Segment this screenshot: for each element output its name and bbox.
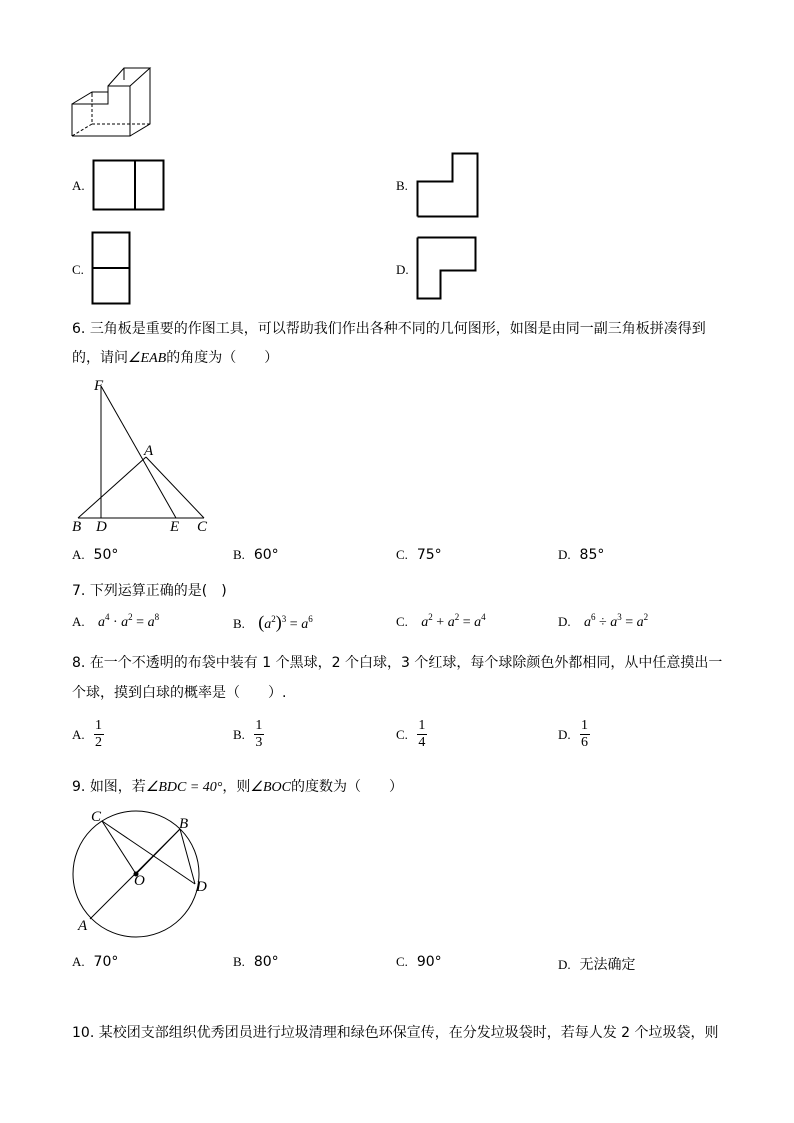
q9-number: 9. — [72, 779, 86, 795]
q6-number: 6. — [72, 321, 86, 337]
q6-option-b — [233, 547, 279, 563]
q8-option-b-num: 1 — [255, 718, 263, 733]
q8-option-a — [72, 718, 104, 751]
q7-option-c-letter: C. — [396, 614, 408, 629]
q8-option-b-den: 3 — [255, 735, 263, 750]
q7-option-b — [233, 612, 313, 633]
q6-option-d-text: 85° — [579, 547, 605, 563]
q8-option-a-num: 1 — [95, 718, 103, 733]
q7-option-b-expr: $(a^2)^3 = a^6$ — [258, 612, 313, 632]
q6-label-a: A — [144, 443, 154, 459]
q9-stem-pre: 如图，若 — [89, 779, 146, 795]
q8-option-b-fraction — [254, 718, 264, 751]
q6-stem-angle: ∠EAB — [128, 351, 167, 366]
q7-option-d-expr: $a^6 \div a^3 = a^2$ — [584, 612, 649, 630]
q8-option-c-den: 4 — [418, 735, 426, 750]
q9-option-d-letter: D. — [558, 957, 571, 972]
q9-option-c-letter: C. — [396, 954, 408, 969]
q6-label-f: F — [94, 378, 104, 394]
q9-stem — [72, 776, 403, 796]
q7-option-b-letter: B. — [233, 616, 245, 631]
q5-option-a-letter: A. — [72, 178, 85, 193]
q9-option-a — [72, 954, 118, 970]
q9-option-b-letter: B. — [233, 954, 245, 969]
q6-triangle-figure — [68, 376, 218, 536]
q6-option-c-text: 75° — [416, 547, 442, 563]
q8-option-d — [558, 718, 590, 751]
q9-stem-given: ∠BDC = 40° — [145, 780, 223, 795]
q7-option-d — [558, 614, 648, 631]
q9-label-c: C — [91, 809, 102, 825]
q6-option-a-text: 50° — [93, 547, 119, 563]
q8-stem-line2 — [72, 682, 286, 702]
q6-stem-text1: 三角板是重要的作图工具，可以帮助我们作出各种不同的几何图形，如图是由同一副三角板拼凑得到 — [89, 321, 706, 337]
q9-label-b: B — [179, 816, 189, 832]
q6-label-d: D — [96, 519, 107, 535]
q6-option-a — [72, 547, 118, 563]
q8-option-d-den: 6 — [581, 735, 589, 750]
q10-stem-line1 — [72, 1022, 719, 1042]
q7-stem-text: 下列运算正确的是( ) — [89, 583, 227, 599]
q6-label-c: C — [197, 519, 208, 535]
q9-label-a: A — [78, 918, 88, 934]
q5-solid-figure — [68, 62, 158, 142]
q8-option-c-num: 1 — [418, 718, 426, 733]
q8-option-b-letter: B. — [233, 726, 245, 742]
q8-option-d-fraction — [580, 718, 590, 751]
q6-stem-line1 — [72, 318, 706, 338]
q9-option-d — [558, 954, 636, 974]
q9-circle-figure — [68, 806, 228, 936]
q6-option-d-letter: D. — [558, 547, 571, 562]
q7-option-a — [72, 614, 159, 631]
q5-option-d-figure — [416, 236, 478, 302]
q9-option-b-text: 80° — [253, 954, 279, 970]
q9-option-b — [233, 954, 279, 970]
q10-number: 10. — [72, 1025, 95, 1041]
q9-option-c — [396, 954, 442, 970]
q8-option-a-letter: A. — [72, 726, 85, 742]
q7-option-a-letter: A. — [72, 614, 85, 629]
q9-label-d: D — [196, 879, 207, 895]
q9-option-a-text: 70° — [93, 954, 119, 970]
q6-option-b-text: 60° — [253, 547, 279, 563]
q7-number: 7. — [72, 583, 86, 599]
q8-stem-text1: 在一个不透明的布袋中装有 1 个黑球，2 个白球，3 个红球，每个球除颜色外都相同，从中任意摸出一 — [89, 655, 723, 671]
q8-option-c — [396, 718, 427, 751]
q7-option-d-letter: D. — [558, 614, 571, 629]
q6-option-c — [396, 547, 442, 563]
q8-option-a-den: 2 — [95, 735, 103, 750]
q9-stem-angle: ∠BOC — [250, 780, 291, 795]
q7-option-a-expr: $a^4 \cdot a^2 = a^8$ — [98, 612, 160, 630]
q5-option-d-letter: D. — [396, 262, 409, 277]
q8-stem-text2: 个球，摸到白球的概率是（ ）. — [72, 685, 287, 701]
q9-stem-post: 的度数为（ ） — [290, 779, 403, 795]
q7-option-c — [396, 614, 486, 631]
q6-stem-text2a: 的，请问 — [72, 350, 128, 366]
q5-option-c-figure — [91, 231, 131, 305]
q5-option-a-figure — [92, 159, 166, 211]
q9-option-d-text: 无法确定 — [579, 957, 636, 973]
q6-stem-text2b: 的角度为（ ） — [166, 350, 279, 366]
q8-option-c-letter: C. — [396, 726, 408, 742]
q6-option-c-letter: C. — [396, 547, 408, 562]
q8-option-b — [233, 718, 264, 751]
q6-option-b-letter: B. — [233, 547, 245, 562]
q7-stem — [72, 580, 227, 600]
q6-label-e: E — [170, 519, 180, 535]
q9-label-o: O — [134, 873, 145, 889]
q6-option-d — [558, 547, 604, 563]
q6-stem-line2 — [72, 347, 278, 367]
q8-stem-line1 — [72, 652, 722, 672]
q8-option-a-fraction — [94, 718, 104, 751]
q8-option-d-num: 1 — [581, 718, 589, 733]
q10-stem-text1: 某校团支部组织优秀团员进行垃圾清理和绿色环保宣传，在分发垃圾袋时，若每人发 2 个垃圾袋，则 — [98, 1025, 719, 1041]
q5-option-b-figure — [416, 152, 480, 218]
q9-option-a-letter: A. — [72, 954, 85, 969]
q9-stem-mid: ，则 — [222, 779, 251, 795]
q5-option-c-letter: C. — [72, 262, 84, 277]
q8-number: 8. — [72, 655, 86, 671]
q8-option-d-letter: D. — [558, 726, 571, 742]
q9-option-c-text: 90° — [416, 954, 442, 970]
q8-option-c-fraction — [417, 718, 427, 751]
q5-option-b-letter: B. — [396, 178, 408, 193]
q6-option-a-letter: A. — [72, 547, 85, 562]
q7-option-c-expr: $a^2 + a^2 = a^4$ — [421, 612, 486, 630]
q6-label-b: B — [72, 519, 82, 535]
